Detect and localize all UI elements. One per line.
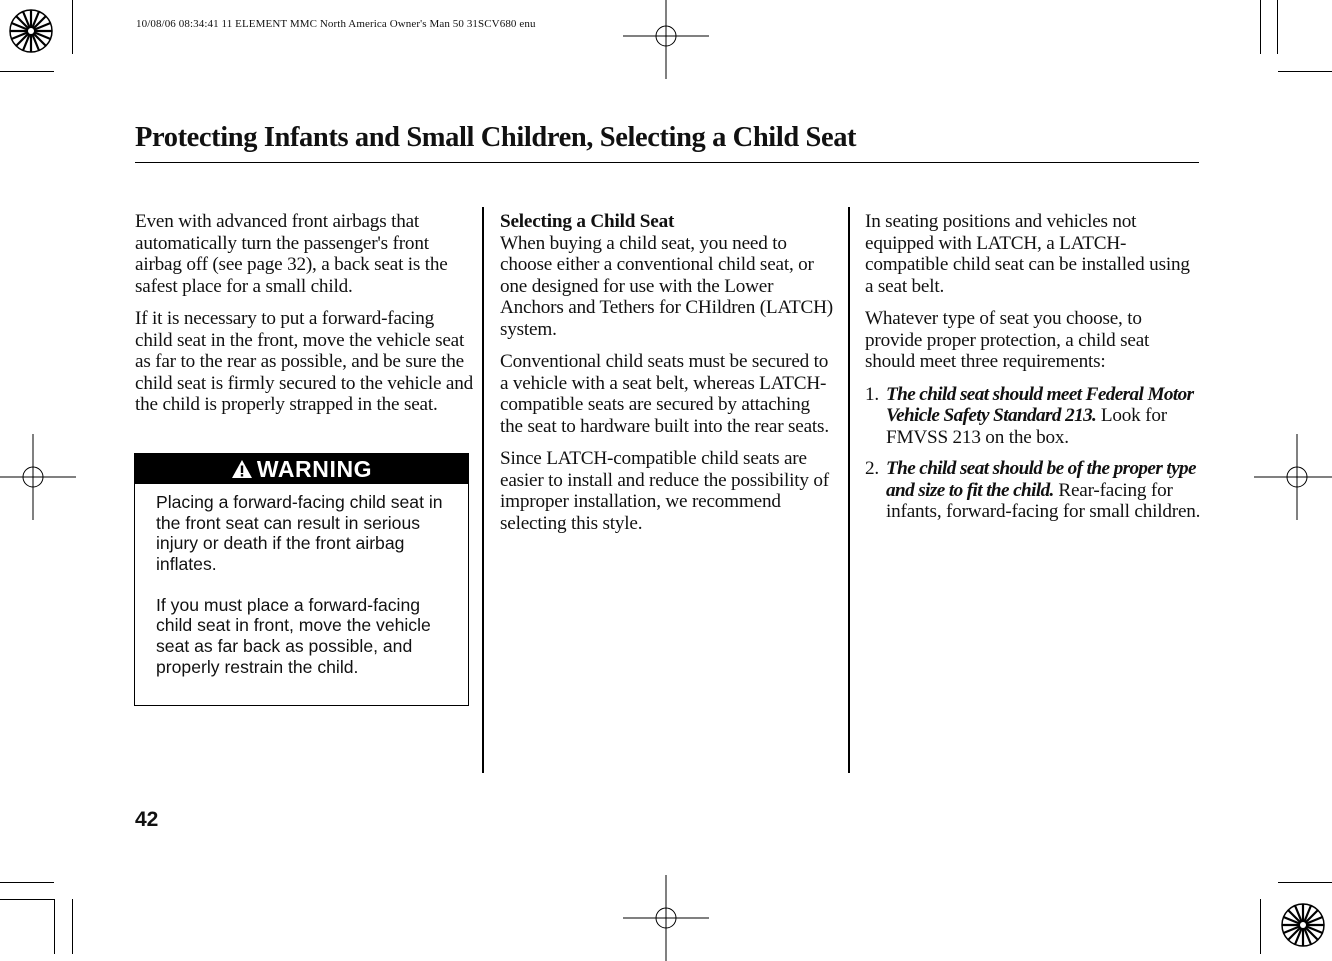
warning-paragraph: Placing a forward-facing child seat in the front seat can result in serious injury or death if the front airbag inflates. bbox=[156, 492, 443, 574]
registration-crosshair-icon bbox=[1254, 434, 1332, 520]
page-number: 42 bbox=[135, 808, 159, 831]
list-item bbox=[865, 384, 1201, 449]
title-rule bbox=[135, 162, 1199, 163]
warning-paragraph: If you must place a forward-facing child seat in front, move the vehicle seat as far back as possible, and properly restrain the child. bbox=[156, 594, 431, 677]
requirement-text: Look for FMVSS 213 on the box. bbox=[886, 405, 1167, 448]
warning-body bbox=[156, 492, 456, 698]
registration-sunburst-icon bbox=[1280, 902, 1326, 948]
paragraph: When buying a child seat, you need to choose either a conventional child seat, or one designed for use with the Lower Anchors and Tethers for CHildren (LATCH) system. bbox=[500, 232, 833, 340]
list-item bbox=[865, 458, 1201, 523]
column-divider bbox=[848, 207, 850, 773]
warning-header bbox=[135, 454, 468, 484]
paragraph: Whatever type of seat you choose, to provide proper protection, a child seat should meet three requirements: bbox=[865, 308, 1150, 372]
warning-label: WARNING bbox=[256, 455, 373, 482]
registration-crosshair-icon bbox=[623, 875, 709, 961]
section-intro bbox=[500, 211, 834, 340]
warning-box bbox=[134, 453, 469, 706]
column-3 bbox=[865, 211, 1201, 533]
requirements-list bbox=[865, 384, 1201, 523]
list-number: 1. bbox=[865, 383, 879, 405]
paragraph: Conventional child seats must be secured to a vehicle with a seat belt, whereas LATCH-compatible seats are secured by attaching the seat to hardware built into the rear seats. bbox=[500, 351, 829, 437]
paragraph: If it is necessary to put a forward-facing child seat in the front, move the vehicle seat as far to the rear as possible, and be sure the child seat is firmly secured to the vehicle and the child is properly strapped in the seat. bbox=[135, 308, 473, 415]
section-heading: Selecting a Child Seat bbox=[500, 211, 675, 232]
warning-triangle-icon bbox=[231, 459, 253, 479]
page-title: Protecting Infants and Small Children, Selecting a Child Seat bbox=[135, 122, 857, 153]
paragraph: Since LATCH-compatible child seats are easier to install and reduce the possibility of improper installation, we recommend selecting this style. bbox=[500, 448, 829, 534]
list-number: 2. bbox=[865, 458, 879, 479]
requirement-emphasis: The child seat should meet Federal Motor Vehicle Safety Standard 213. bbox=[886, 383, 1194, 426]
paragraph: Even with advanced front airbags that automatically turn the passenger's front airbag off (see page 32), a back seat is the safest place for a small child. bbox=[135, 211, 448, 297]
column-2 bbox=[500, 211, 834, 545]
registration-sunburst-icon bbox=[8, 8, 54, 54]
registration-crosshair-icon bbox=[0, 434, 76, 520]
paragraph: In seating positions and vehicles not equipped with LATCH, a LATCH-compatible child seat can be installed using a seat belt. bbox=[865, 211, 1190, 297]
requirement-text: Rear-facing for infants, forward-facing for small children. bbox=[886, 479, 1201, 522]
requirement-emphasis: The child seat should be of the proper type and size to fit the child. bbox=[886, 458, 1196, 501]
column-1 bbox=[135, 211, 475, 427]
print-metadata: 10/08/06 08:34:41 11 ELEMENT MMC North America Owner's Man 50 31SCV680 enu bbox=[136, 18, 536, 30]
registration-crosshair-icon bbox=[623, 0, 709, 79]
column-divider bbox=[482, 207, 484, 773]
